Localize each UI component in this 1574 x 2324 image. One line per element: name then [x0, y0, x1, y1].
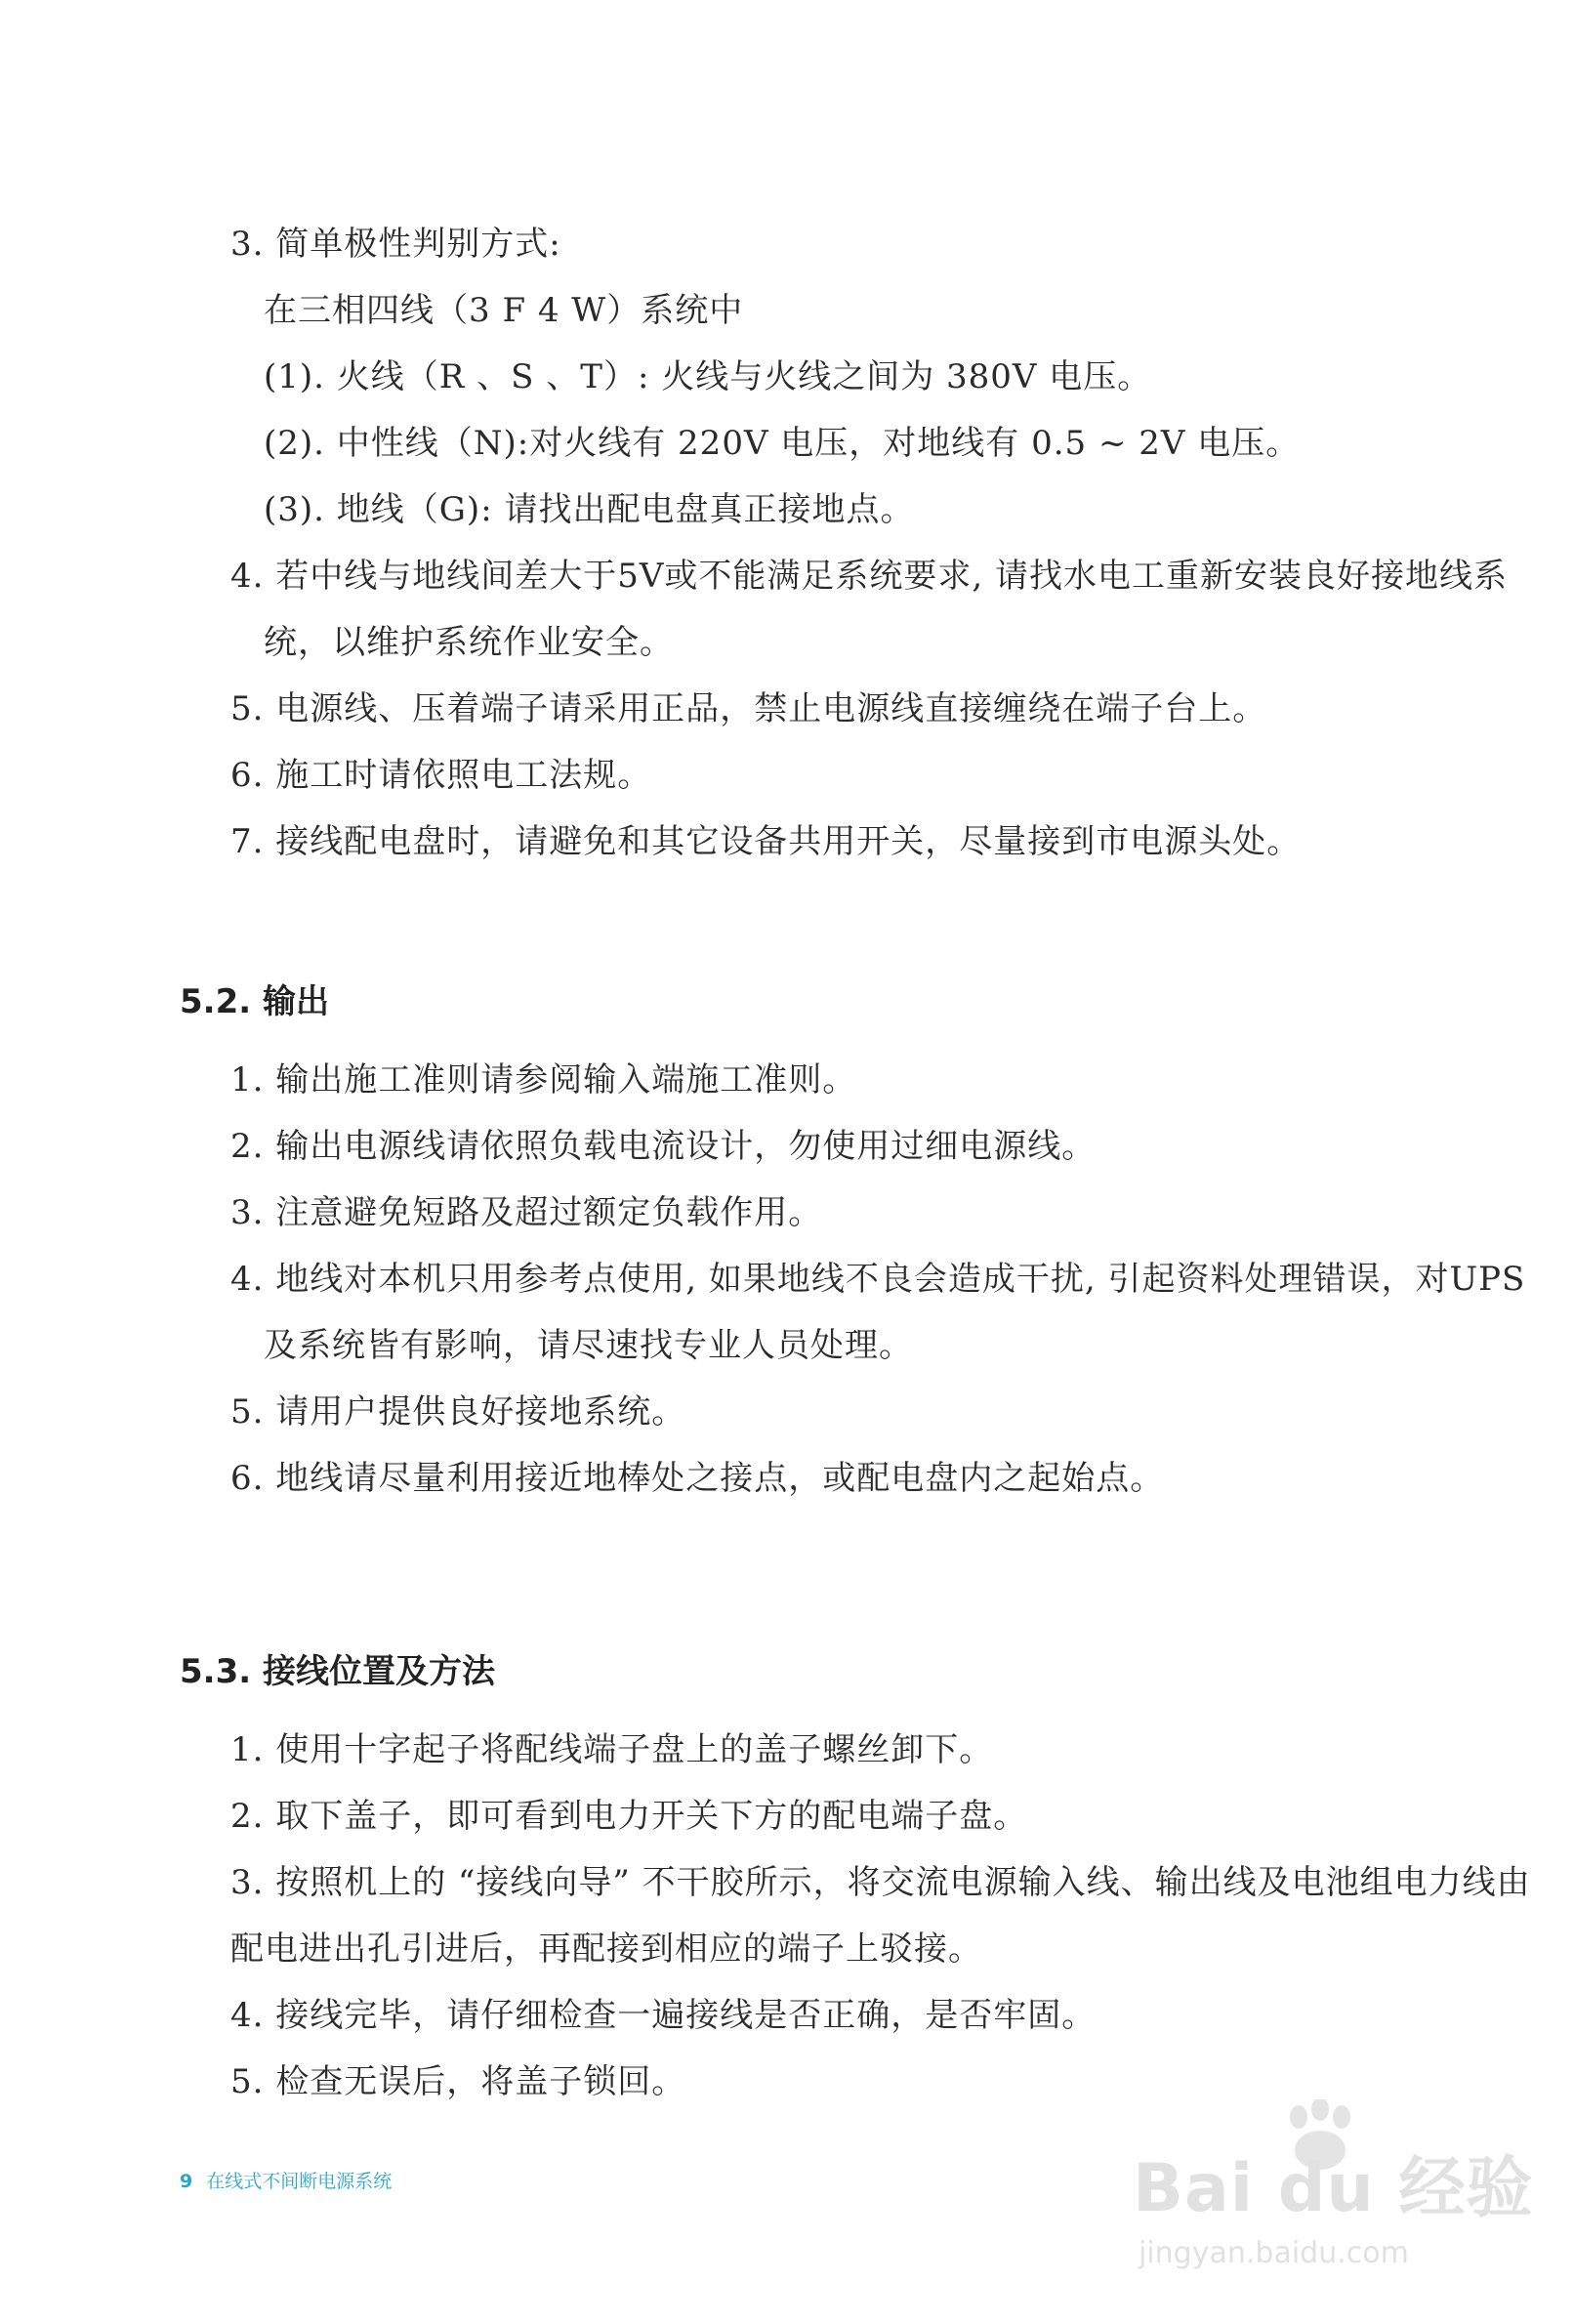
section-heading: 5.3. 接线位置及方法 — [180, 1652, 495, 1691]
list-item: 6. 施工时请依照电工法规。 — [230, 756, 652, 795]
page-number: 9 — [180, 2171, 193, 2192]
list-subitem: (1). 火线（R 、S 、T）: 火线与火线之间为 380V 电压。 — [264, 357, 1152, 396]
section-heading: 5.2. 输出 — [180, 982, 329, 1021]
list-subitem: (3). 地线（G): 请找出配电盘真正接地点。 — [264, 490, 915, 529]
list-item: 1. 使用十字起子将配线端子盘上的盖子螺丝卸下。 — [230, 1730, 994, 1769]
list-item: 3. 按照机上的 “接线向导” 不干胶所示，将交流电源输入线、输出线及电池组电力线由 — [230, 1863, 1531, 1902]
footer-title: 在线式不间断电源系统 — [206, 2171, 393, 2192]
list-item: 5. 电源线、压着端子请采用正品，禁止电源线直接缠绕在端子台上。 — [230, 689, 1267, 728]
list-item-continuation: 及系统皆有影响，请尽速找专业人员处理。 — [264, 1326, 913, 1365]
list-item: 1. 输出施工准则请参阅输入端施工准则。 — [230, 1060, 857, 1100]
list-item: 2. 输出电源线请依照负载电流设计，勿使用过细电源线。 — [230, 1127, 1097, 1166]
watermark-brand: Bai du 经验 — [1133, 2150, 1534, 2227]
list-item: 5. 检查无误后，将盖子锁回。 — [230, 2062, 686, 2101]
list-item: 6. 地线请尽量利用接近地棒处之接点，或配电盘内之起始点。 — [230, 1459, 1165, 1498]
list-item: 7. 接线配电盘时，请避免和其它设备共用开关，尽量接到市电源头处。 — [230, 822, 1302, 861]
list-item: 5. 请用户提供良好接地系统。 — [230, 1392, 686, 1432]
baidu-watermark — [1133, 2099, 1534, 2295]
list-subitem: (2). 中性线（N):对火线有 220V 电压，对地线有 0.5 ~ 2V 电压。 — [264, 424, 1301, 463]
watermark-url: jingyan.baidu.com — [1139, 2236, 1409, 2270]
page-footer — [180, 2169, 392, 2194]
list-item-continuation: 统，以维护系统作业安全。 — [264, 623, 674, 662]
list-subtitle: 在三相四线（3 F 4 W）系统中 — [264, 291, 744, 330]
list-item: 4. 接线完毕，请仔细检查一遍接线是否正确，是否牢固。 — [230, 1996, 1097, 2035]
list-item: 3. 注意避免短路及超过额定负载作用。 — [230, 1193, 823, 1232]
list-item: 2. 取下盖子，即可看到电力开关下方的配电端子盘。 — [230, 1797, 1028, 1836]
list-item: 3. 简单极性判别方式: — [230, 225, 561, 264]
list-item-continuation: 配电进出孔引进后，再配接到相应的端子上驳接。 — [230, 1930, 982, 1969]
list-item: 4. 地线对本机只用参考点使用, 如果地线不良会造成干扰, 引起资料处理错误，对UPS — [230, 1260, 1526, 1299]
list-item: 4. 若中线与地线间差大于5V或不能满足系统要求, 请找水电工重新安装良好接地线系 — [230, 557, 1509, 596]
